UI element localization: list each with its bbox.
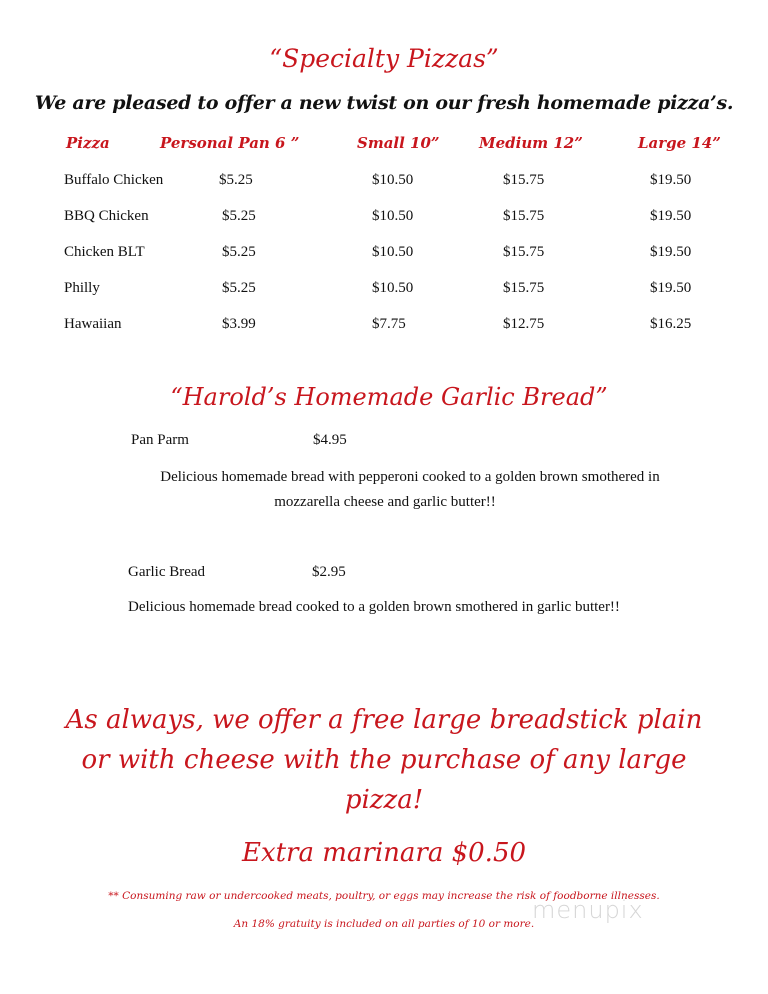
promo-line: pizza! <box>344 785 424 815</box>
watermark-logo: menupix <box>532 896 644 924</box>
price-large: $16.25 <box>650 316 692 332</box>
item-description: Delicious homemade bread cooked to a golden brown smothered in garlic butter!! <box>128 599 620 615</box>
price-medium: $15.75 <box>503 280 545 296</box>
item-description-continued: mozzarella cheese and garlic butter!! <box>274 494 496 510</box>
promo-line: As always, we offer a free large breadstick plain <box>65 705 703 735</box>
pizza-name: Buffalo Chicken <box>64 172 164 188</box>
price-medium: $15.75 <box>503 208 545 224</box>
item-price: $4.95 <box>313 432 347 448</box>
item-price: $2.95 <box>312 564 346 580</box>
price-personal: $3.99 <box>222 316 256 332</box>
pizza-name: Philly <box>64 280 100 296</box>
gratuity-notice: An 18% gratuity is included on all parties of 10 or more. <box>233 918 535 930</box>
price-personal: $5.25 <box>222 244 256 260</box>
price-medium: $12.75 <box>503 316 545 332</box>
price-small: $10.50 <box>372 244 414 260</box>
item-name: Garlic Bread <box>128 564 206 580</box>
food-safety-disclaimer: ** Consuming raw or undercooked meats, poultry, or eggs may increase the risk of foodborne illnesses. <box>108 890 660 902</box>
tagline: We are pleased to offer a new twist on our fresh homemade pizza’s. <box>34 92 734 114</box>
price-small: $10.50 <box>372 280 414 296</box>
price-large: $19.50 <box>650 172 692 188</box>
section-title: “Harold’s Homemade Garlic Bread” <box>170 383 608 411</box>
pizza-name: Chicken BLT <box>64 244 145 260</box>
pizza-name: Hawaiian <box>64 316 122 332</box>
column-header-small: Small 10” <box>357 134 440 152</box>
column-header-large: Large 14” <box>638 134 721 152</box>
price-large: $19.50 <box>650 244 692 260</box>
page-title: “Specialty Pizzas” <box>269 44 499 73</box>
price-small: $10.50 <box>372 172 414 188</box>
price-large: $19.50 <box>650 280 692 296</box>
item-description: Delicious homemade bread with pepperoni cooked to a golden brown smothered in <box>160 469 660 485</box>
price-medium: $15.75 <box>503 244 545 260</box>
price-personal: $5.25 <box>222 280 256 296</box>
promo-line: or with cheese with the purchase of any large <box>81 745 687 775</box>
price-personal: $5.25 <box>222 208 256 224</box>
column-header-personal-pan: Personal Pan 6 ” <box>160 134 300 152</box>
column-header-medium: Medium 12” <box>479 134 583 152</box>
column-header-pizza: Pizza <box>66 134 110 152</box>
extra-marinara-price: Extra marinara $0.50 <box>241 838 527 868</box>
price-personal: $5.25 <box>219 172 253 188</box>
price-small: $10.50 <box>372 208 414 224</box>
price-large: $19.50 <box>650 208 692 224</box>
pizza-name: BBQ Chicken <box>64 208 149 224</box>
price-small: $7.75 <box>372 316 406 332</box>
price-medium: $15.75 <box>503 172 545 188</box>
item-name: Pan Parm <box>131 432 189 448</box>
